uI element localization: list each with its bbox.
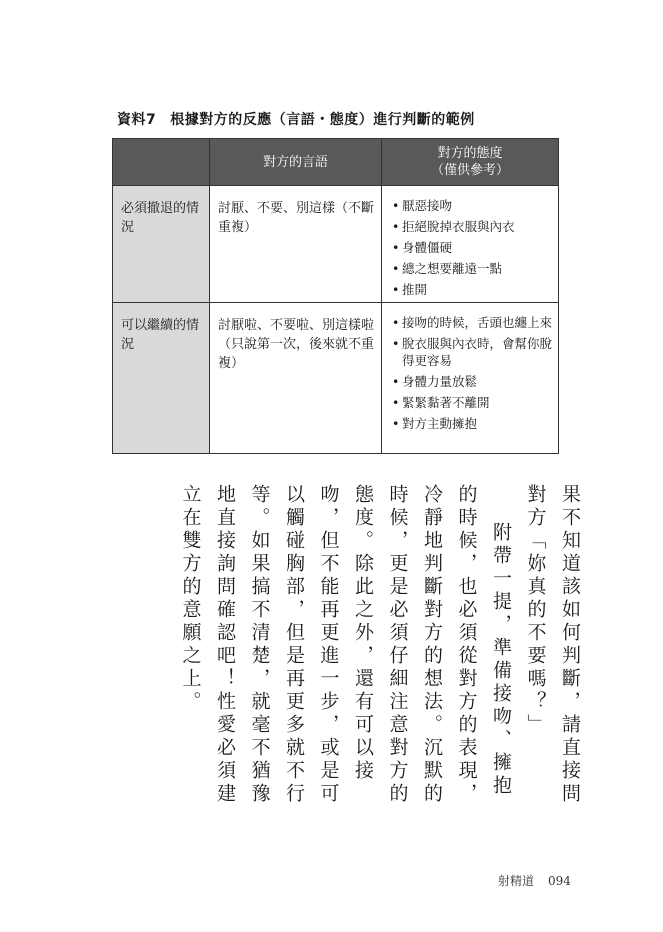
- attitude-item: • 接吻的時候，舌頭也纏上來: [392, 314, 554, 331]
- header-speech: 對方的言語: [210, 139, 382, 186]
- attitude-item: • 身體力量放鬆: [392, 373, 554, 390]
- table-header-row: [113, 139, 559, 186]
- row-situation: 可以繼續的情況: [113, 303, 210, 454]
- row-situation: 必須撤退的情況: [113, 186, 210, 303]
- header-attitude: [382, 139, 559, 186]
- attitude-item: • 厭惡接吻: [392, 197, 554, 214]
- body-paragraph: 附帶一提，準備接吻、擁抱的時候，也必須從對方的表現，冷靜地判斷對方的想法。沉默的時候，更是必須仔細注意對方的態度。除此之外，還有可以接吻，但不能再更進一步，或是可以觸碰胸部，但是再更多就不行等。如果搞不清楚，就毫不猶豫地直接詢問確認吧！性愛必須建立在雙方的意願之上。: [179, 484, 512, 806]
- attitude-item: • 總之想要離遠一點: [392, 260, 554, 277]
- reaction-table: [112, 138, 559, 454]
- row-speech: 討厭、不要、別這樣（不斷重複）: [210, 186, 382, 303]
- row-attitudes: [382, 186, 559, 303]
- header-attitude-note: （僅供參考）: [430, 163, 509, 178]
- row-speech: 討厭啦、不要啦、別這樣啦（只說第一次，後來就不重複）: [210, 303, 382, 454]
- table-row-continue: [113, 303, 559, 454]
- book-title: 射精道: [498, 874, 535, 888]
- attitude-item: • 脫衣服與內衣時，會幫你脫得更容易: [392, 335, 554, 369]
- attitude-item: • 緊緊黏著不離開: [392, 394, 554, 411]
- header-corner-cell: [113, 139, 210, 186]
- attitude-item: • 身體僵硬: [392, 239, 554, 256]
- attitude-item: • 推開: [392, 281, 554, 298]
- header-attitude-title: 對方的態度: [437, 146, 503, 161]
- caption-title: 根據對方的反應（言語・態度）進行判斷的範例: [170, 112, 475, 128]
- body-paragraph: 果不知道該如何判斷，請直接問對方「妳真的不要嗎？」: [524, 484, 581, 806]
- page-footer: [498, 872, 571, 889]
- attitude-list: [392, 314, 554, 432]
- body-text: [179, 484, 587, 809]
- attitude-item: • 對方主動擁抱: [392, 415, 554, 432]
- caption-label: 資料7: [117, 112, 157, 128]
- page-number: 094: [548, 874, 571, 888]
- row-attitudes: [382, 303, 559, 454]
- attitude-item: • 拒絕脫掉衣服與內衣: [392, 218, 554, 235]
- attitude-list: [392, 197, 554, 298]
- table-caption: [117, 109, 475, 129]
- table-row-retreat: [113, 186, 559, 303]
